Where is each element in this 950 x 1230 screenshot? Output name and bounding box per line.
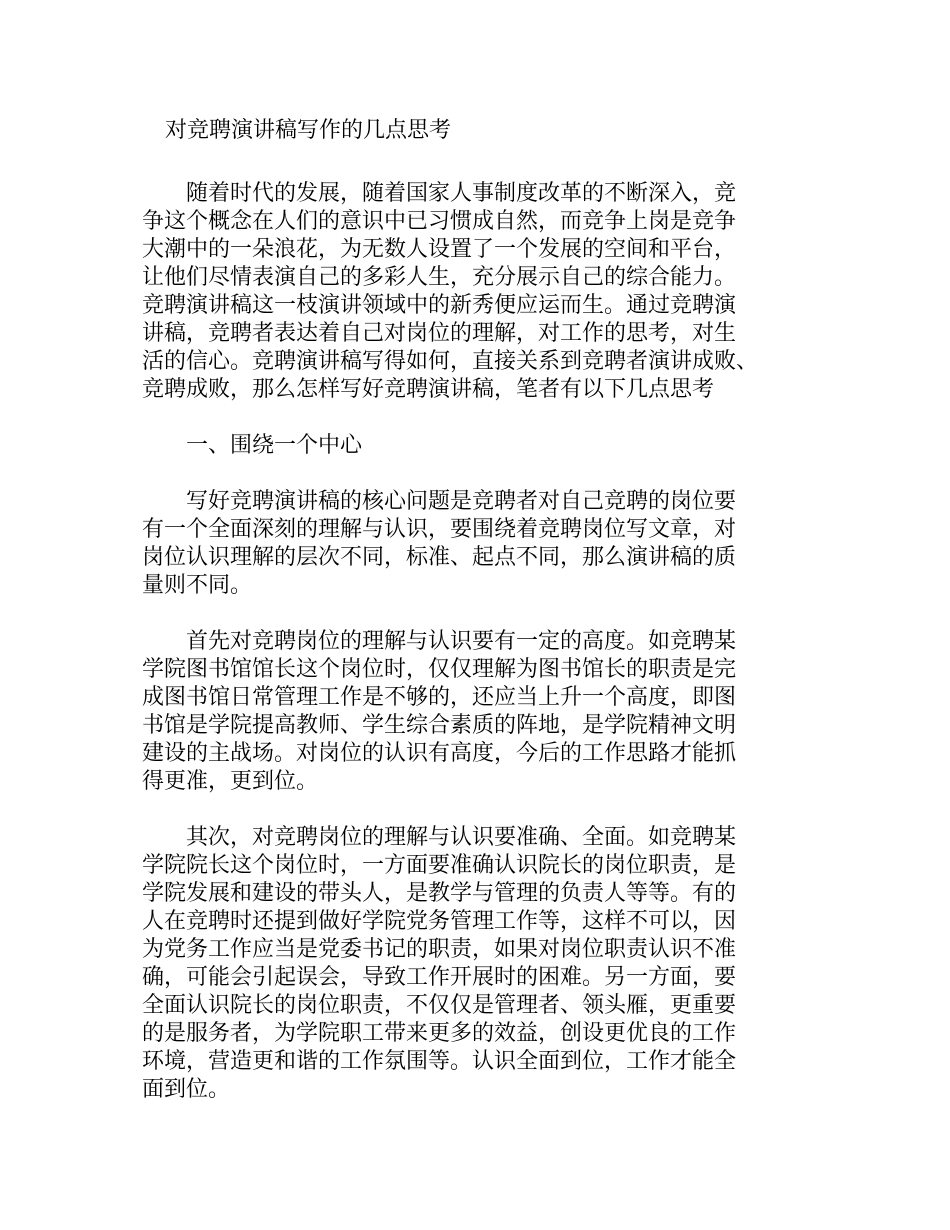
text-line: 岗位认识理解的层次不同，标准、起点不同，那么演讲稿的质 [142,545,737,570]
text-line: 竞聘成败，那么怎样写好竞聘演讲稿，笔者有以下几点思考 [142,377,715,402]
text-line: 量则不同。 [142,573,253,598]
text-line: 学院图书馆馆长这个岗位时，仅仅理解为图书馆长的职责是完 [142,657,737,682]
text-line: 让他们尽情表演自己的多彩人生，充分展示自己的综合能力。 [142,265,737,290]
text-line: 讲稿，竞聘者表达着自己对岗位的理解，对工作的思考，对生 [142,321,737,346]
document-title: 对竞聘演讲稿写作的几点思考 [165,118,452,143]
text-line: 活的信心。竞聘演讲稿写得如何，直接关系到竞聘者演讲成败、 [142,349,759,374]
text-line: 学院发展和建设的带头人，是教学与管理的负责人等等。有的 [142,881,737,906]
text-line: 环境，营造更和谐的工作氛围等。认识全面到位，工作才能全 [142,1049,737,1074]
text-line: 随着时代的发展，随着国家人事制度改革的不断深入，竞 [142,181,737,206]
text-line: 竞聘演讲稿这一枝演讲领域中的新秀便应运而生。通过竞聘演 [142,293,737,318]
text-line: 首先对竞聘岗位的理解与认识要有一定的高度。如竞聘某 [142,629,737,654]
text-line: 大潮中的一朵浪花，为无数人设置了一个发展的空间和平台， [142,237,737,262]
text-line: 其次，对竞聘岗位的理解与认识要准确、全面。如竞聘某 [142,825,737,850]
text-line: 写好竞聘演讲稿的核心问题是竞聘者对自己竞聘的岗位要 [142,489,737,514]
text-line: 面到位。 [142,1077,231,1102]
text-line: 全面认识院长的岗位职责，不仅仅是管理者、领头雁，更重要 [142,993,737,1018]
heading-line: 一、围绕一个中心 [142,433,363,458]
text-line: 学院院长这个岗位时，一方面要准确认识院长的岗位职责，是 [142,853,737,878]
text-line: 人在竞聘时还提到做好学院党务管理工作等，这样不可以，因 [142,909,737,934]
text-line: 确，可能会引起误会，导致工作开展时的困难。另一方面，要 [142,965,737,990]
text-line: 争这个概念在人们的意识中已习惯成自然，而竞争上岗是竞争 [142,209,737,234]
text-line: 书馆是学院提高教师、学生综合素质的阵地，是学院精神文明 [142,713,737,738]
text-line: 成图书馆日常管理工作是不够的，还应当上升一个高度，即图 [142,685,737,710]
text-line: 的是服务者，为学院职工带来更多的效益，创设更优良的工作 [142,1021,737,1046]
text-line: 建设的主战场。对岗位的认识有高度，今后的工作思路才能抓 [142,741,737,766]
text-line: 为党务工作应当是党委书记的职责，如果对岗位职责认识不准 [142,937,737,962]
text-line: 有一个全面深刻的理解与认识，要围绕着竞聘岗位写文章，对 [142,517,737,542]
text-line: 得更准，更到位。 [142,769,319,794]
